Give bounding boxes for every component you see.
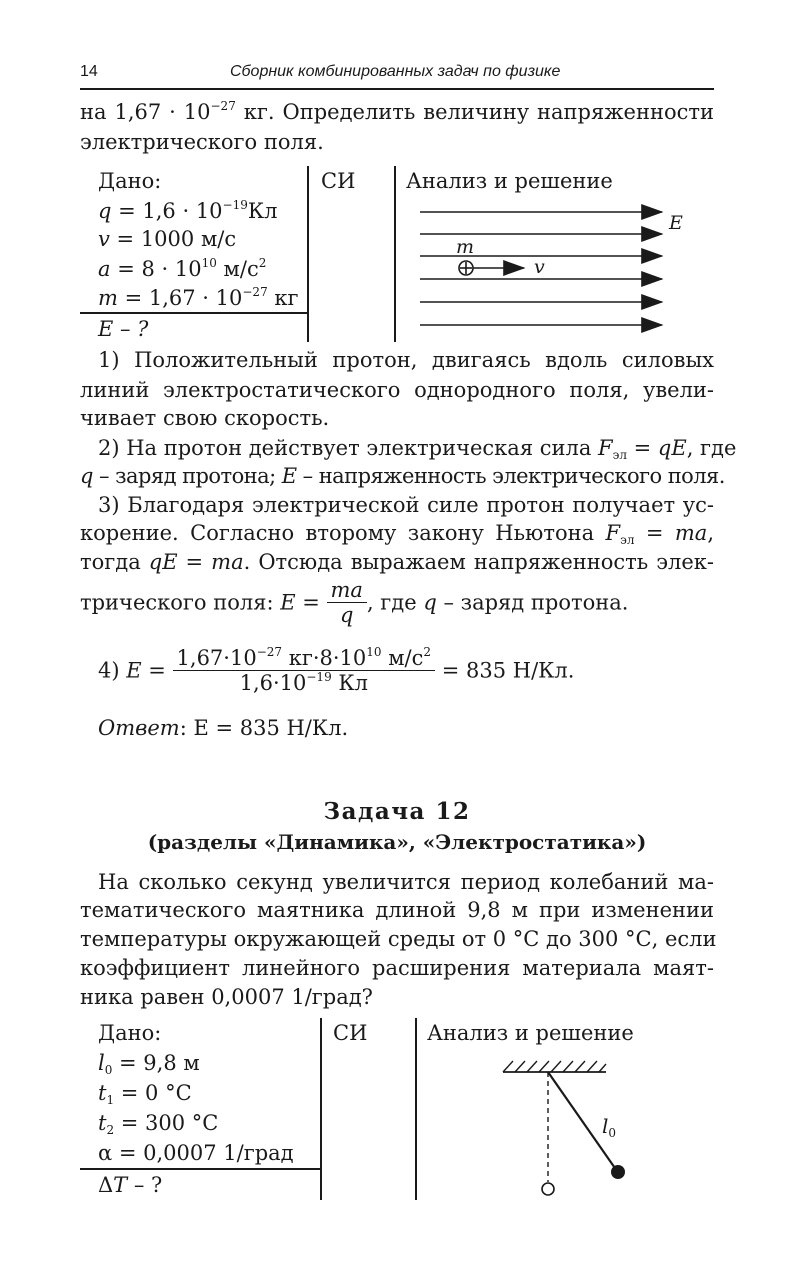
pendulum-bob [611,1165,625,1179]
text-line: тогда qE = ma. Отсюда выражаем напряженность элек- [80,550,715,574]
problem-subtitle: (разделы «Динамика», «Электростатика») [147,830,647,854]
si-label: СИ [321,169,356,193]
given-m: $m = 1,67 \cdot 10^{-27}$ кг [98,285,299,310]
ceiling-hatch [503,1061,606,1072]
analysis-label: Анализ и решение [427,1021,634,1045]
text-line: электрического поля. [80,130,324,154]
given-a: $a = 8 \cdot 10^{10}$ $м/с^2$ [98,256,267,281]
given-q: $q = 1,6 \cdot 10^{-19}Кл$ [98,198,278,223]
text-line: линий электростатического однородного поля, увели- [80,378,714,402]
given-v: v = 1000 м/с [98,227,237,251]
given-t2: $t_2 = 300$ °С [98,1111,219,1137]
si-label: СИ [333,1021,368,1045]
text-line: трического поля: E = $\frac{ma}{q}$ , где q – заряд протона. [80,578,629,627]
text-line: 3) Благодаря электрической силе протон получает ус- [98,493,714,517]
find-quantity: E – ? [98,317,149,341]
find-quantity: ΔT – ? [98,1173,163,1197]
text-line: температуры окружающей среды от 0 °С до 300 °С, если [80,927,717,951]
fraction: $\frac{ma}{q}$ [327,578,367,627]
given-label: Дано: [98,169,162,193]
text-line: чивает свою скорость. [80,406,330,430]
length-label: $l_0$ [602,1114,617,1140]
text-line: корение. Согласно второму закону Ньютона $F_{эл}$ = ma, [80,521,714,547]
given-t1: $t_1 = 0$ °С [98,1081,192,1107]
text-line: 1) Положительный протон, двигаясь вдоль силовых [98,348,714,372]
text-line: коэффициент линейного расширения материала маят- [80,956,714,980]
text-line: на $1,67 \cdot 10^{-27}$ кг. Определить величину напряженности [80,99,714,124]
formula-line: 4) E = $\frac{1,67\cdot 10^{-27} кг\cdot 8\cdot 10^{10} м/с^2}{1,6\cdot 10^{-19} Кл}$ = 835 Н/Кл. [98,645,575,695]
rest-bob [542,1183,554,1195]
given-l0: $l_0 = 9,8$ м [98,1051,200,1077]
running-header-title: Сборник комбинированных задач по физике [230,63,561,80]
analysis-label: Анализ и решение [406,169,613,193]
text-line: q – заряд протона; E – напряженность электрического поля. [80,464,725,488]
text-line: На сколько секунд увеличится период колебаний ма- [98,870,714,894]
problem-title: Задача 12 [323,798,471,825]
text-line: ника равен 0,0007 1/град? [80,985,373,1009]
velocity-label: v [534,256,545,278]
given-label: Дано: [98,1021,162,1045]
page-number: 14 [80,63,98,80]
answer-line: Ответ: E = 835 Н/Кл. [98,716,349,740]
fraction: $\frac{1,67\cdot 10^{-27} кг\cdot 8\cdot 10^{10} м/с^2}{1,6\cdot 10^{-19} Кл}$ [173,646,436,695]
mass-label: m [456,236,475,258]
text-line: 2) На протон действует электрическая сила $F_{эл}$ = qE, где [98,436,737,462]
given-alpha: α = 0,0007 1/град [98,1141,294,1165]
field-label: E [669,212,683,234]
text-line: тематического маятника длиной 9,8 м при изменении [80,898,714,922]
